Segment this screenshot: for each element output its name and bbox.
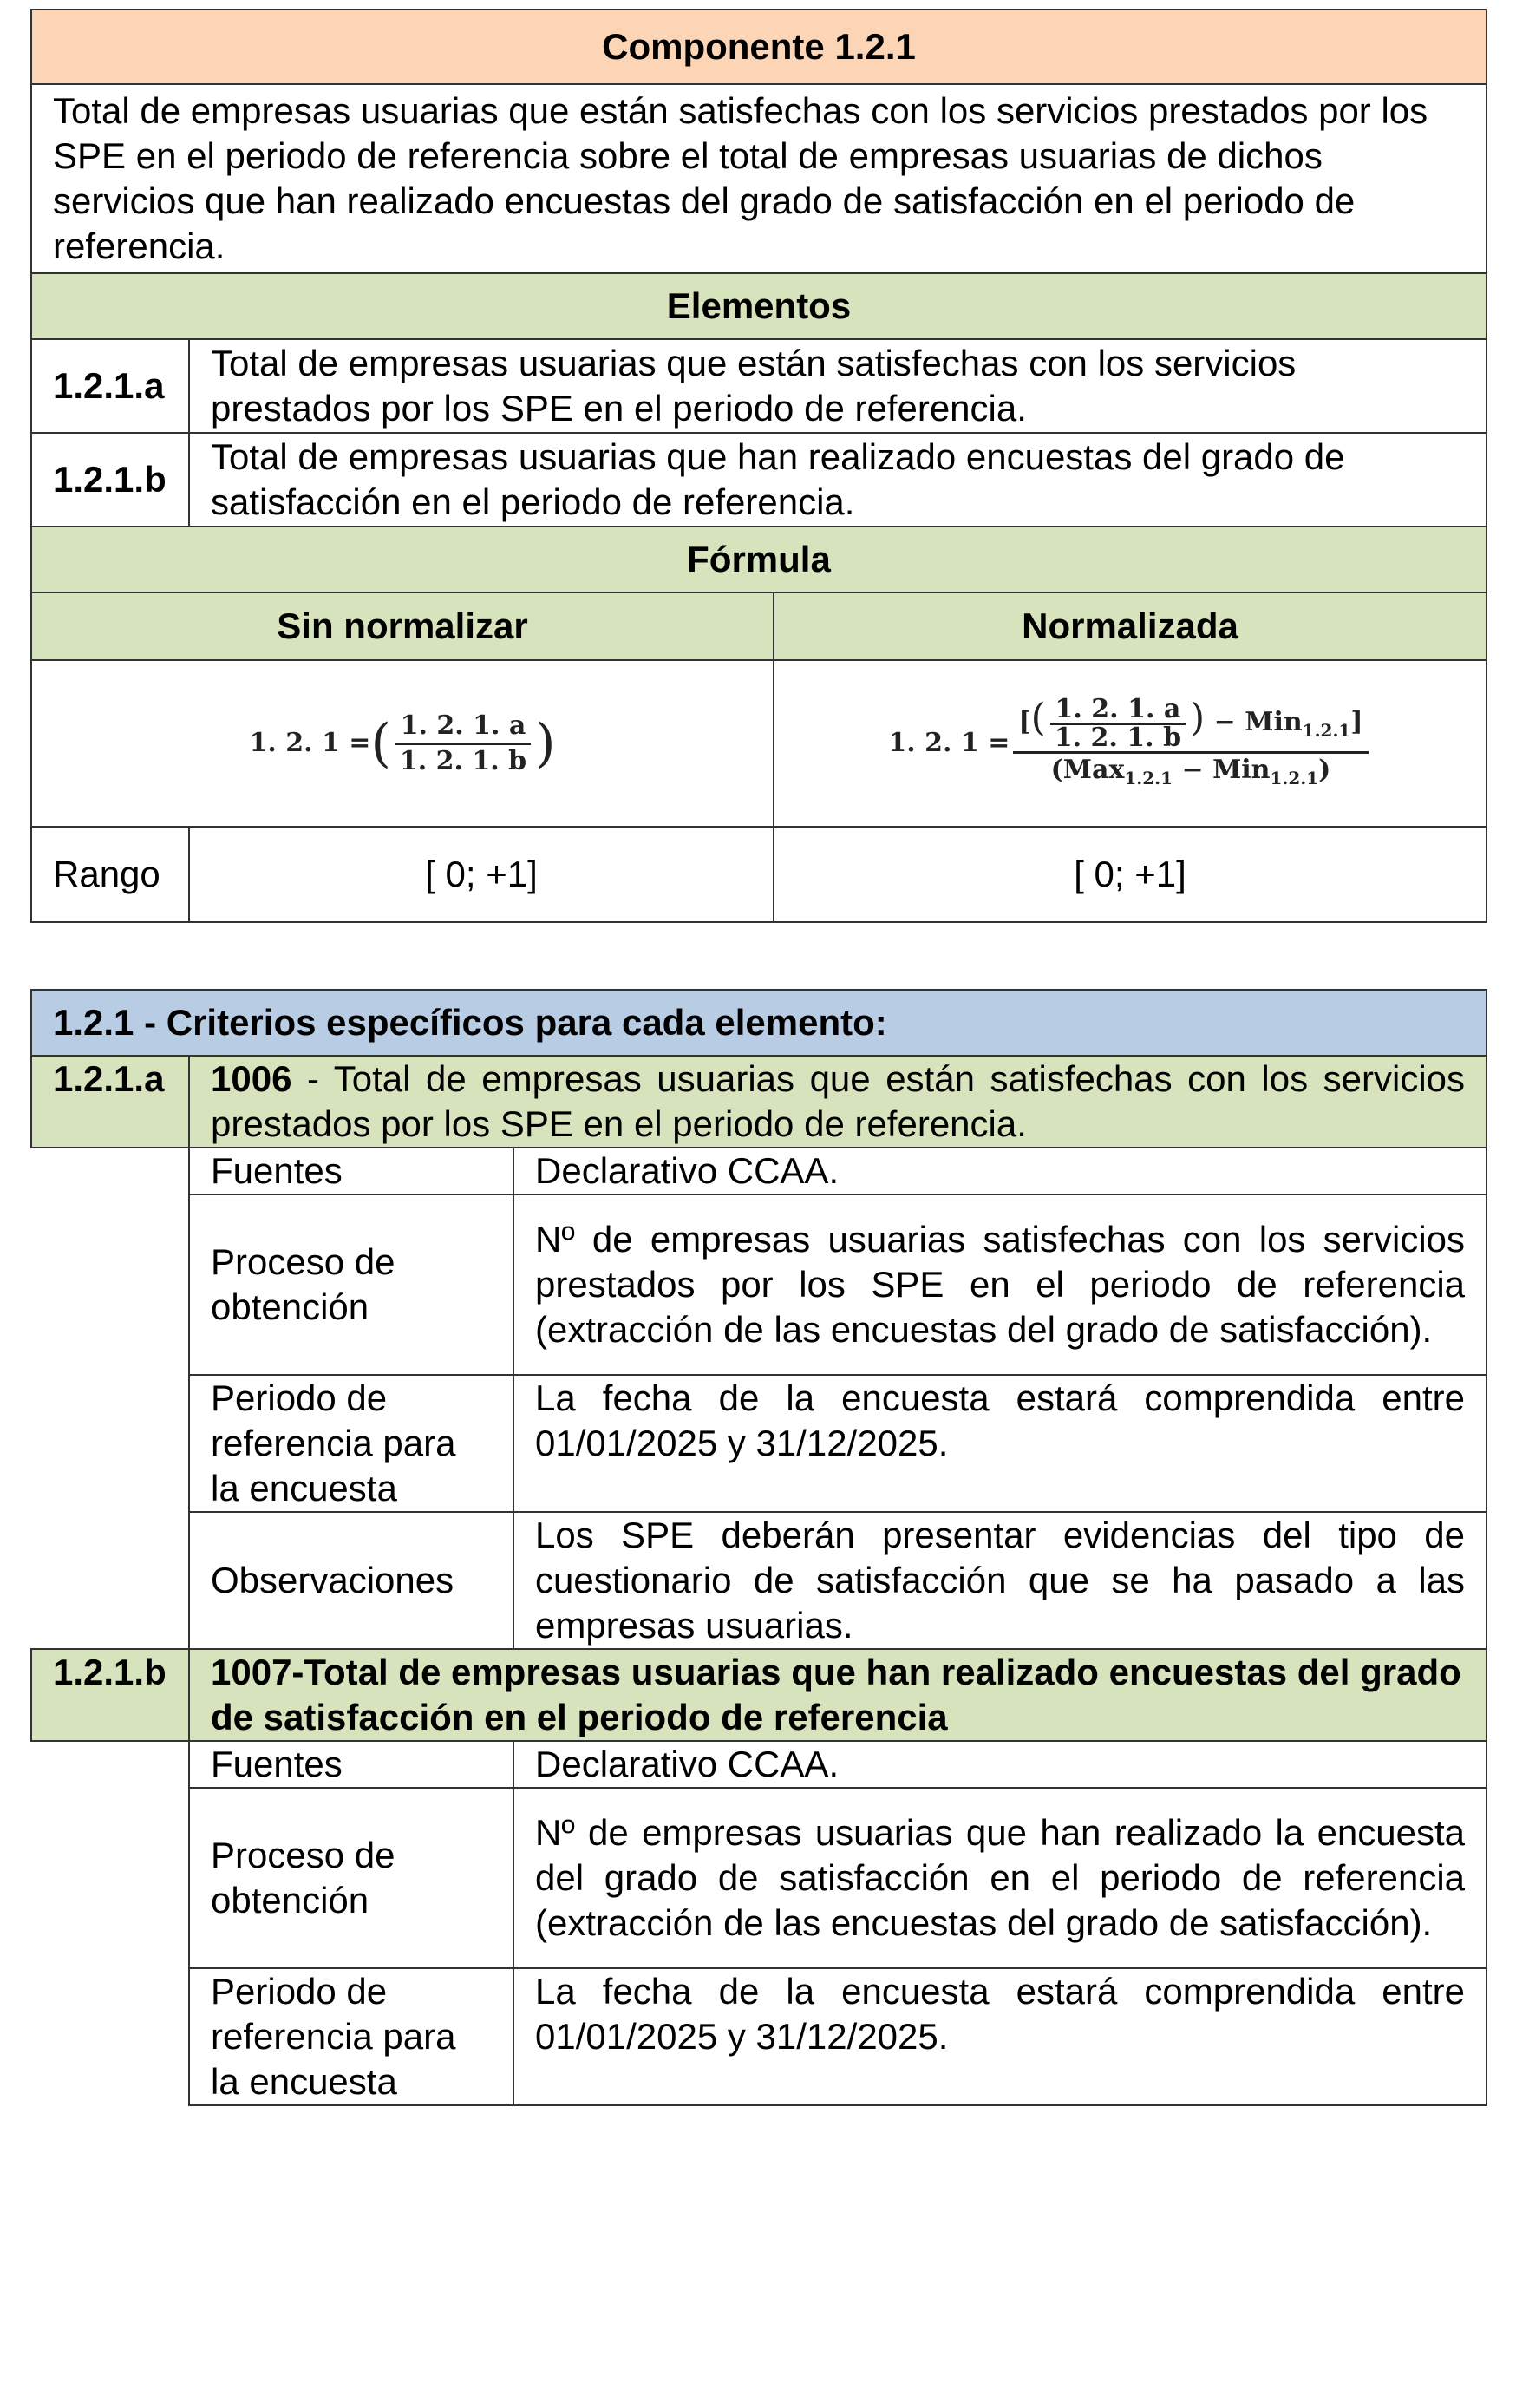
element-text: Total de empresas usuarias que están satisfechas con los servicios prestados por los SPE en el periodo de referencia. bbox=[189, 339, 1487, 433]
element-code: 1.2.1.a bbox=[31, 339, 189, 433]
componente-title: Componente 1.2.1 bbox=[31, 10, 1487, 84]
criterios-header: 1.2.1 - Criterios específicos para cada elemento: bbox=[31, 990, 1487, 1056]
criterio-row-value: Declarativo CCAA. bbox=[513, 1741, 1487, 1788]
criterio-row-value: Nº de empresas usuarias satisfechas con los servicios prestados por los SPE en el periodo de referencia (extracción de las encuestas del grado de satisfacción). bbox=[513, 1194, 1487, 1375]
formula-sin-normalizar: 1. 2. 1 = ( $\frac{1. 2. 1. a}{1. 2. 1. b}$ ) bbox=[31, 660, 774, 827]
criterio-row-label: Periodo de referencia para la encuesta bbox=[189, 1375, 513, 1512]
criterios-table bbox=[30, 989, 1487, 2106]
componente-table bbox=[30, 9, 1487, 923]
normalizada-header: Normalizada bbox=[774, 592, 1487, 660]
criterio-row-label: Fuentes bbox=[189, 1148, 513, 1194]
element-text: Total de empresas usuarias que han realizado encuestas del grado de satisfacción en el periodo de referencia. bbox=[189, 433, 1487, 527]
rango-sin-normalizar: [ 0; +1] bbox=[189, 827, 774, 922]
criterio-code-b: 1.2.1.b bbox=[31, 1649, 189, 1741]
criterio-row-label: Proceso de obtención bbox=[189, 1788, 513, 1968]
criterio-row-value: La fecha de la encuesta estará comprendida entre 01/01/2025 y 31/12/2025. bbox=[513, 1968, 1487, 2105]
componente-description: Total de empresas usuarias que están satisfechas con los servicios prestados por los SPE en el periodo de referencia sobre el total de empresas usuarias de dichos servicios que han realizado encuestas del grado de satisfacción en el periodo de referencia. bbox=[31, 84, 1487, 273]
criterio-title-b: 1007-Total de empresas usuarias que han realizado encuestas del grado de satisfacción en el periodo de referencia bbox=[189, 1649, 1487, 1741]
rango-normalizada: [ 0; +1] bbox=[774, 827, 1487, 922]
criterio-row-label: Proceso de obtención bbox=[189, 1194, 513, 1375]
criterio-row-label: Periodo de referencia para la encuesta bbox=[189, 1968, 513, 2105]
criterio-row-value: Los SPE deberán presentar evidencias del tipo de cuestionario de satisfacción que se ha pasado a las empresas usuarias. bbox=[513, 1512, 1487, 1649]
formula-header: Fórmula bbox=[31, 527, 1487, 592]
criterio-row-value: Nº de empresas usuarias que han realizado la encuesta del grado de satisfacción en el periodo de referencia (extracción de las encuestas del grado de satisfacción). bbox=[513, 1788, 1487, 1968]
criterio-row-value: La fecha de la encuesta estará comprendida entre 01/01/2025 y 31/12/2025. bbox=[513, 1375, 1487, 1512]
rango-label: Rango bbox=[31, 827, 189, 922]
sin-normalizar-header: Sin normalizar bbox=[31, 592, 774, 660]
elementos-header: Elementos bbox=[31, 273, 1487, 339]
criterio-code-a: 1.2.1.a bbox=[31, 1056, 189, 1148]
formula-normalizada: 1. 2. 1 = [( $\frac{1. 2. 1. a}{1. 2. 1. b}$ ) − Min$_{1.2.1}$] (Max$_{1.2.1}$ − Min$_{1.2.1}$) bbox=[774, 660, 1487, 827]
element-code: 1.2.1.b bbox=[31, 433, 189, 527]
criterio-row-label: Observaciones bbox=[189, 1512, 513, 1649]
criterio-row-value: Declarativo CCAA. bbox=[513, 1148, 1487, 1194]
criterio-row-label: Fuentes bbox=[189, 1741, 513, 1788]
criterio-title-a: 1006 - Total de empresas usuarias que están satisfechas con los servicios prestados por los SPE en el periodo de referencia. bbox=[189, 1056, 1487, 1148]
